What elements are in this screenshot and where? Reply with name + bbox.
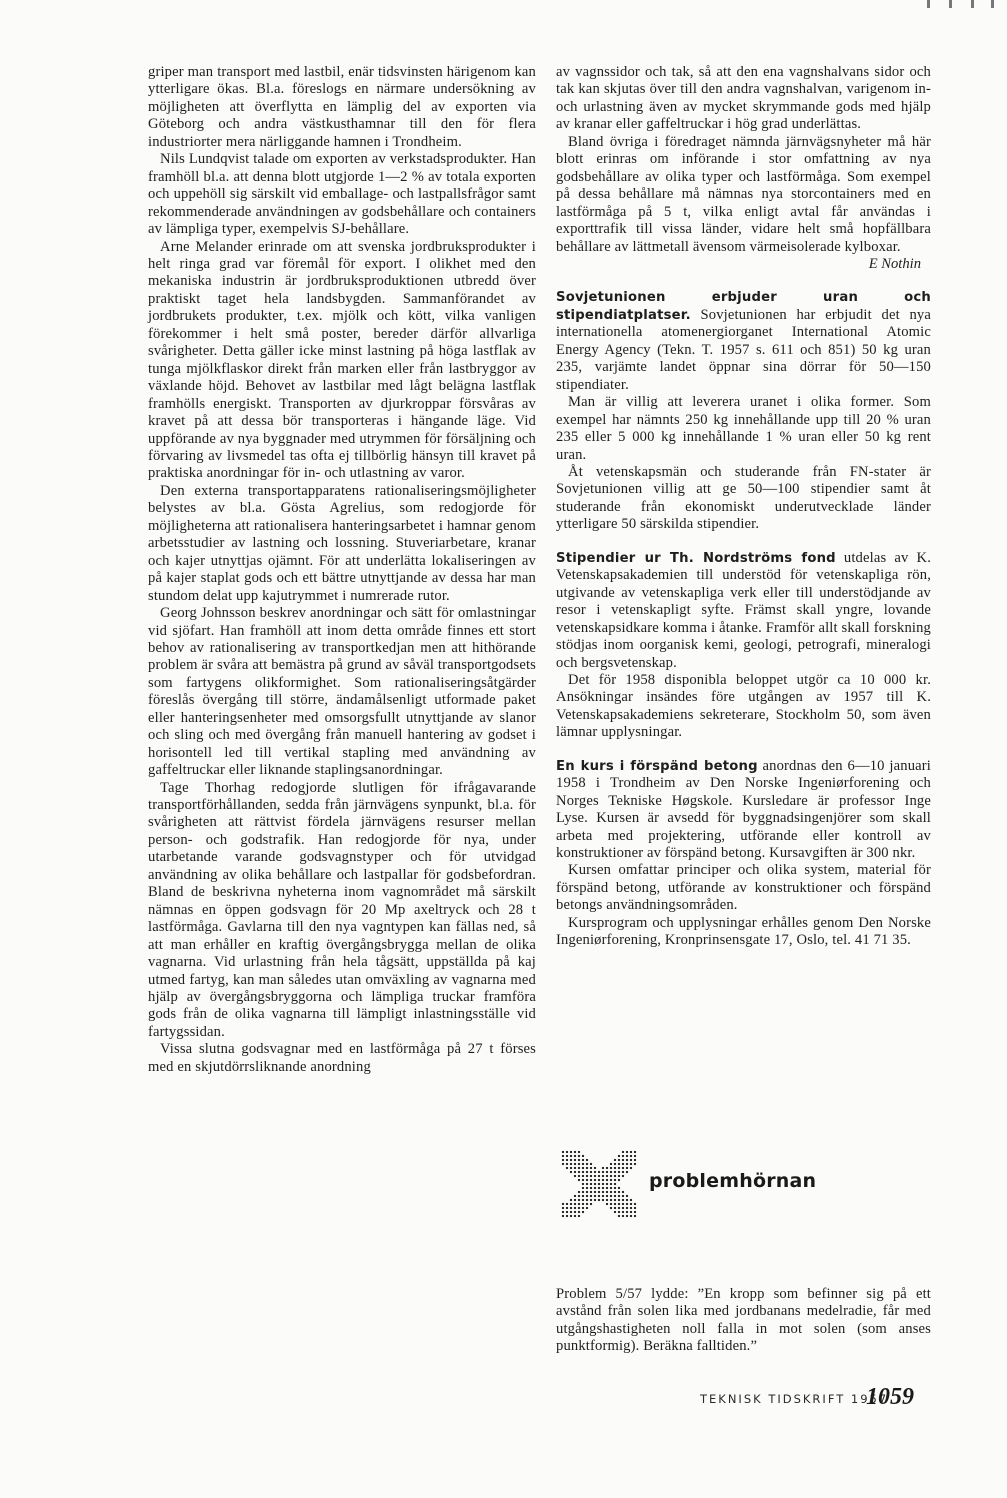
paragraph: Det för 1958 disponibla beloppet utgör ca 10 000 kr. Ansökningar insändes före utgången av 1957 till K. Vetenskapsakademiens sekreterare, Stockholm 50, som även lämnar upplysningar. xyxy=(556,671,931,741)
problem-corner-header xyxy=(561,1150,861,1225)
journal-name: TEKNISK TIDSKRIFT 1957 xyxy=(700,1392,889,1406)
problem-statement-block xyxy=(556,1286,931,1356)
paragraph: Kursen omfattar principer och olika system, material för förspänd betong, utförande av konstruktioner och förspänd betongs användningsområden. xyxy=(556,862,931,914)
paragraph: Bland övriga i föredraget nämnda järnvägsnyheter må här blott erinras om införande i stor omfattning av nya godsbehållare av olika typer och lastförmåga. Som exempel på dessa behållare må nämnas nya storcontainers med en lastförmåga på 5 t, vilka enligt avtal får användas i exporttrafik till vissa länder, vidare helt små hopfällbara behållare av lättmetall ävensom värmeisolerade kylboxar. xyxy=(556,133,931,255)
section-heading: Sovjetunionen erbjuder uran och stipendiatplatser. xyxy=(556,290,931,323)
paragraph: av vagnssidor och tak, så att den ena vagnshalvans sidor och tak kan skjutas över till den andra vagnshalvan, varigenom in- och urlastning även av mycket skrymmande gods med hjälp av kranar eller gaffeltruckar i hög grad underlättas. xyxy=(556,64,931,133)
paragraph: Den externa transportapparatens rationaliseringsmöjligheter belystes av bl.a. Gösta Agrelius, som redogjorde för möjligheterna att rationalisera hanteringsarbetet i hamnar genom arbetsstudier av lastning och lossning. Stuveriarbetare, kranar och kajer utnyttjas ojämnt. För att underlätta lokaliseringen av på kajer staplat gods och ett bättre utnyttjande av dessa har man stundom delat upp kajutrymmet i numrerade rutor. xyxy=(148,482,536,604)
scan-edge-marks xyxy=(927,0,997,12)
dotted-x-icon xyxy=(561,1150,639,1220)
paragraph: Arne Melander erinrade om att svenska jordbruksprodukter i helt ringa grad var föremål för export. I olikhet med den mekaniska industrin är jordbruksproduktionen utbredd över praktiskt taget hela landsbygden. Sammanförandet av jordbrukets produkter, t.ex. mjölk och kött, vilka vanligen förekommer i helt små poster, bereder därför allvarliga svårigheter. Detta gäller icke minst lastning på höga lastflak av tunga mjölkflaskor direkt från marken eller från lastbryggor av växlande höjd. Behovet av lastbilar med lågt belägna lastflak framhölls energiskt. Transporten av djurkroppar försvåras av kravet på att dessa bör transporteras i hängande läge. Vid uppförande av nya byggnader med utrymmen för försäljning och förvaring av livsmedel tas ofta ej tillbörlig hänsyn till kravet på praktiska anordningar för in- och utlastning av varor. xyxy=(148,238,536,482)
right-column xyxy=(556,64,931,950)
section-lead xyxy=(556,758,931,863)
section-lead xyxy=(556,550,931,672)
paragraph: Vissa slutna godsvagnar med en lastförmåga på 27 t förses med en skjutdörrsliknande anordning xyxy=(148,1041,536,1075)
paragraph: Georg Johnsson beskrev anordningar och sätt för omlastningar vid sjöfart. Han framhöll att inom detta område finnes ett stort behov av rationalisering av transportkedjan men att hithörande problem är svåra att bemästra på grund av såväl transportgodsets som fartygens olikformighet. Som rationaliseringsåtgärder föreslås övergång till större, ändamålsenligt utformade paket eller hanteringsenheter med omsorgsfullt utnyttjande av slanor och sling och med övergång från manuell hantering av godset i horisontell led till vertikal stapling med användning av gaffeltruckar eller liknande staplingsanordningar. xyxy=(148,605,536,779)
section-lead xyxy=(556,289,931,394)
section-heading: En kurs i förspänd betong xyxy=(556,758,758,774)
page-footer xyxy=(700,1384,940,1424)
problem-corner-title: problemhörnan xyxy=(649,1170,817,1192)
page-number: 1059 xyxy=(866,1384,914,1410)
paragraph: Åt vetenskapsmän och studerande från FN-stater är Sovjetunionen villig att ge 50—100 stipendier samt åt studerande från ekonomiskt underutvecklade länder ytterligare 50 särskilda stipendier. xyxy=(556,463,931,533)
paragraph: griper man transport med lastbil, enär tidsvinsten härigenom kan ytterligare ökas. Bl.a. föreslogs en närmare undersökning av möjligheten att överflytta en lämplig del av exporten via Göteborg och andra västkusthamnar till den för flera industriorter mera närliggande hamnen i Trondheim. xyxy=(148,64,536,150)
author-signature: E Nothin xyxy=(868,255,921,272)
section-lead-text: Sovjetunionen har erbjudit det nya internationella atomenergiorganet International Atomic Energy Agency (Tekn. T. 1957 s. 611 och 851) 50 kg uran 235, varjämte landet öppnar sina dörrar för 50—150 stipendiater. xyxy=(556,306,931,393)
news-item-concrete-course xyxy=(556,758,931,950)
section-lead-text: utdelas av K. Vetenskapsakademien till understöd för vetenskapliga rön, utgivande av vetenskapliga verk eller till understödjande av resor i vetenskapligt syfte. Främst skall yngre, lovande vetenskapsidkare komma i åtanke. Framför allt skall forskning stödjas inom oorganisk kemi, geologi, petrografi, mineralogi och bergsvetenskap. xyxy=(556,549,931,671)
section-lead-text: anordnas den 6—10 januari 1958 i Trondheim av Den Norske Ingeniørforening och Norges Tekniske Høgskole. Kursledare är professor Inge Lyse. Kursen är avsedd för byggnadsingenjörer som skall arbeta med projektering, utförande eller kontroll av konstruktioner av förspänd betong. Kursavgiften är 300 nkr. xyxy=(556,757,931,862)
paragraph: Nils Lundqvist talade om exporten av verkstadsprodukter. Han framhöll bl.a. att denna blott utgjorde 1—2 % av totala exporten och uppehöll sig särskilt vid emballage- och lastpallsfrågor samt rekommenderade användningen av godsbehållare och containers av lämpliga typer, exempelvis SJ-behållare. xyxy=(148,151,536,238)
paragraph: Man är villig att leverera uranet i olika former. Som exempel har nämnts 250 kg innehållande upp till 20 % uran 235 eller 5 000 kg innehållande 1 % uran eller 50 kg rent uran. xyxy=(556,394,931,463)
problem-statement: Problem 5/57 lydde: ”En kropp som befinner sig på ett avstånd från solen lika med jordbanans medelradie, får med utgångshastigheten noll falla in mot solen (som anses punktformig). Beräkna falltiden.” xyxy=(556,1286,931,1355)
left-column xyxy=(148,64,536,1076)
news-item-uranium xyxy=(556,289,931,533)
section-heading: Stipendier ur Th. Nordströms fond xyxy=(556,550,836,566)
paragraph: Tage Thorhag redogjorde slutligen för ifrågavarande transportförhållanden, sedda från järnvägens synpunkt, bl.a. för svårigheten att rättvist fördela järnvägens resurser mellan person- och godstrafik. Han redogjorde för nya, under utarbetande varande godsvagnstyper och för utvidgad användning av olika behållare och lastpallar för godsbefordran. Bland de beskrivna nyheterna inom vagnområdet må särskilt nämnas en öppen godsvagn för 20 Mp axeltryck och 28 t lastförmåga. Gavlarna till den nya vagntypen kan fällas ned, så att man erhåller en kraftig övergångsbrygga mellan de olika vagnarna. Vid urlastning från hela tågsätt, uppställda på kaj utmed fartyg, kan man således utan omväxling av vagnarna med hjälp av övergångsbryggorna och lämpliga truckar framföra gods från de olika vagnarna till lämpligt inlastningsställe vid fartygssidan. xyxy=(148,779,536,1040)
paragraph: Kursprogram och upplysningar erhålles genom Den Norske Ingeniørforening, Kronprinsensgate 17, Oslo, tel. 41 71 35. xyxy=(556,914,931,949)
news-item-scholarships xyxy=(556,550,931,742)
